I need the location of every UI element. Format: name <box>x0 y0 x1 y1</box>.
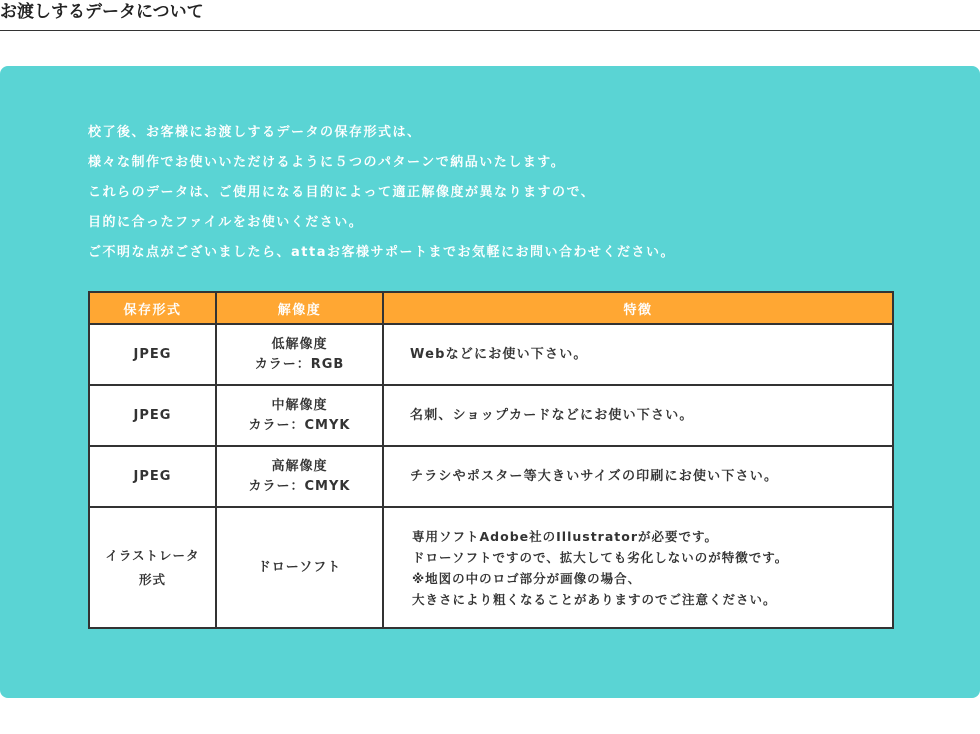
intro-line: これらのデータは、ご使用になる目的によって適正解像度が異なりますので、 <box>88 185 596 200</box>
table-header-row <box>89 292 893 324</box>
intro-text <box>88 118 948 268</box>
table-row <box>89 324 893 385</box>
table-row <box>89 507 893 628</box>
cell-feature <box>383 385 893 446</box>
feature-text: 専用ソフトAdobe社のIllustratorが必要です。 <box>412 528 718 544</box>
format-text: 形式 <box>138 571 166 587</box>
feature-text: ドローソフトですので、拡大しても劣化しないのが特徴です。 <box>412 549 789 565</box>
color-mode-text: カラー：CMYK <box>248 417 351 433</box>
color-mode-text: カラー：RGB <box>254 356 345 372</box>
cell-format <box>89 324 216 385</box>
feature-text: 名刺、ショップカードなどにお使い下さい。 <box>410 408 694 423</box>
header-format: 保存形式 <box>89 292 216 324</box>
feature-text: ※地図の中のロゴ部分が画像の場合、 <box>412 570 642 586</box>
cell-resolution <box>216 446 383 507</box>
format-text: JPEG <box>133 407 172 423</box>
intro-line: 目的に合ったファイルをお使いください。 <box>88 215 364 230</box>
intro-line: ご不明な点がございましたら、attaお客様サポートまでお気軽にお問い合わせください。 <box>88 245 675 260</box>
intro-line: 校了後、お客様にお渡しするデータの保存形式は、 <box>88 125 422 140</box>
table-row <box>89 385 893 446</box>
resolution-text: 低解像度 <box>271 336 328 352</box>
page-title: お渡しするデータについて <box>0 0 980 31</box>
cell-feature <box>383 446 893 507</box>
cell-format <box>89 446 216 507</box>
feature-text: Webなどにお使い下さい。 <box>410 347 588 362</box>
resolution-text: ドローソフト <box>257 559 342 575</box>
resolution-text: 中解像度 <box>271 397 328 413</box>
header-resolution: 解像度 <box>216 292 383 324</box>
table-row <box>89 446 893 507</box>
cell-feature <box>383 324 893 385</box>
color-mode-text: カラー：CMYK <box>248 478 351 494</box>
header-feature: 特徴 <box>383 292 893 324</box>
format-text: JPEG <box>133 346 172 362</box>
cell-format <box>89 507 216 628</box>
feature-text: チラシやポスター等大きいサイズの印刷にお使い下さい。 <box>410 469 779 484</box>
cell-resolution <box>216 507 383 628</box>
cell-resolution <box>216 324 383 385</box>
format-text: JPEG <box>133 468 172 484</box>
format-text: イラストレータ <box>105 547 200 563</box>
feature-text: 大きさにより粗くなることがありますのでご注意ください。 <box>412 591 777 607</box>
data-format-table <box>88 291 894 629</box>
intro-line: 様々な制作でお使いいただけるように５つのパターンで納品いたします。 <box>88 155 566 170</box>
cell-resolution <box>216 385 383 446</box>
cell-feature <box>383 507 893 628</box>
resolution-text: 高解像度 <box>271 458 328 474</box>
cell-format <box>89 385 216 446</box>
content-panel <box>0 66 980 698</box>
